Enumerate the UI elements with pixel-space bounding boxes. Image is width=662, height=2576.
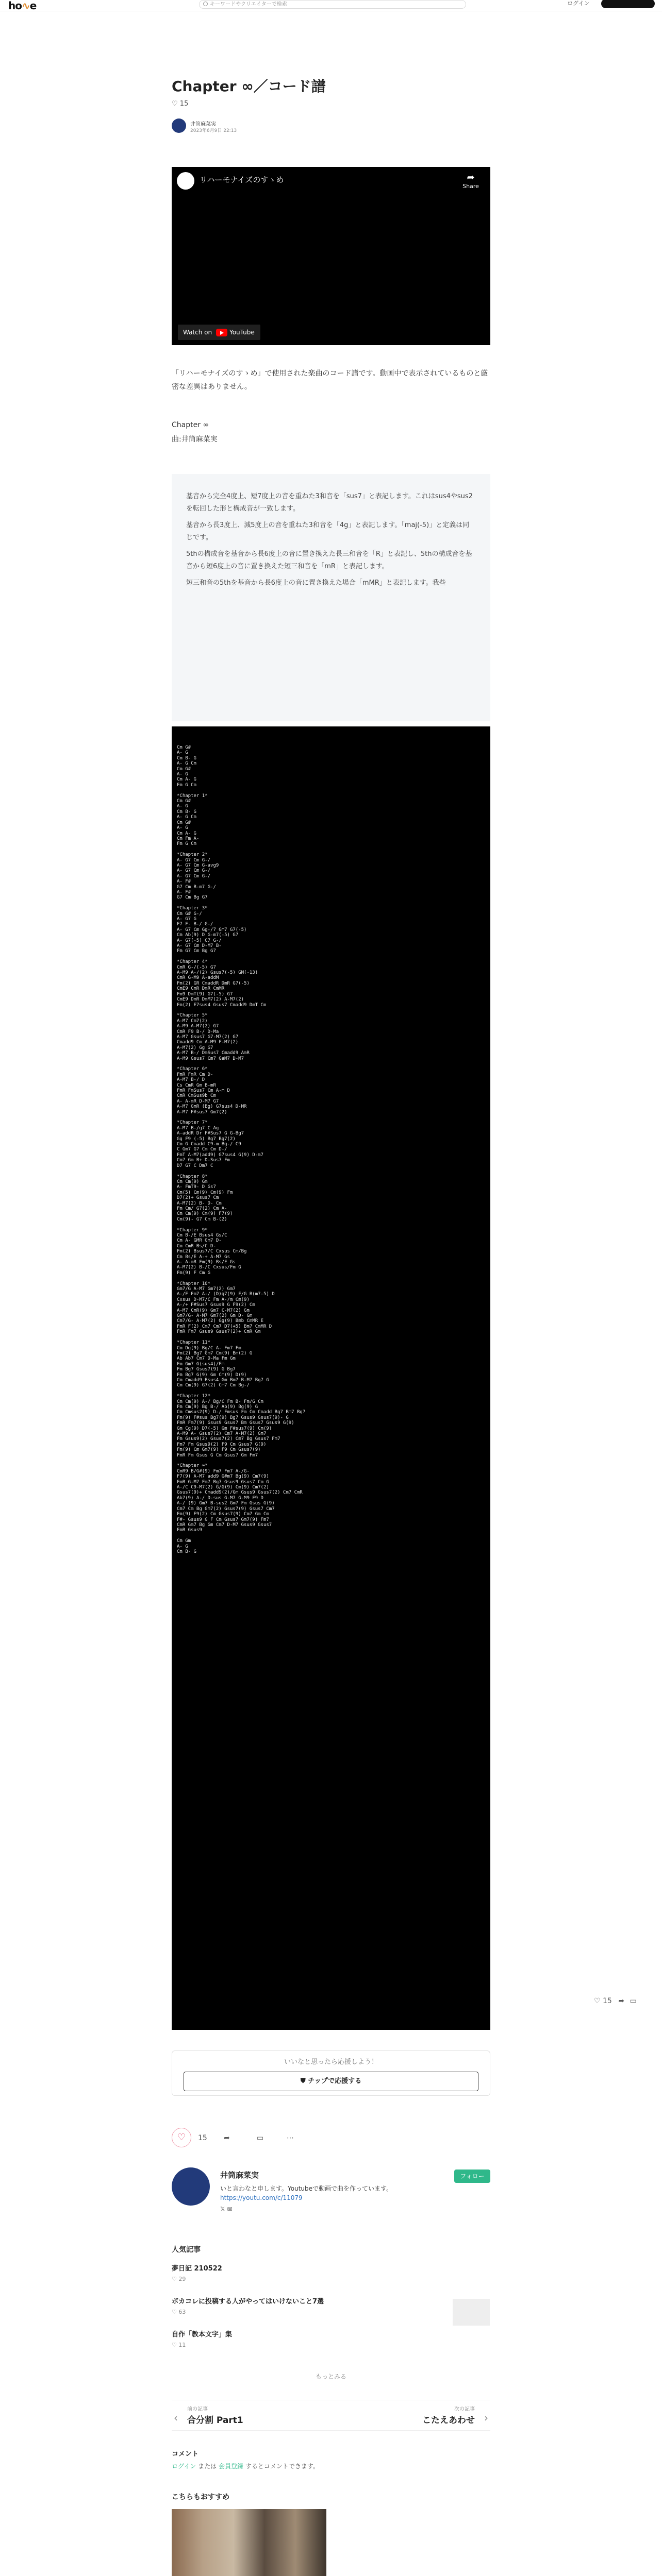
code-line: Gsus7(9)+ Cmadd9(2)/Gm Gsus9 Gsus7(2) Cm7 CmR bbox=[177, 1490, 303, 1496]
note-paragraph: 基音から完全4度上、短7度上の音を重ねた3和音を「sus7」と表記します。これはsus4やsus2を転回した形と構成音が一致します。 bbox=[186, 493, 473, 513]
code-line: A-M7 GmR (Bg) G7sus4 D-MR bbox=[177, 1104, 247, 1110]
code-line: A-M9 Gsus7 Cm7 GaM7 D-M7 bbox=[177, 1056, 244, 1061]
code-line: A- G bbox=[177, 804, 188, 809]
code-line: A- G7 Cm D-M7 B- bbox=[177, 943, 222, 949]
code-line: FmR FmSus7 Cm A-m D bbox=[177, 1088, 230, 1093]
article-likes[interactable]: ♡ 15 bbox=[172, 100, 189, 108]
code-line: Gm7/G A-M7 Gm7(2) Gm7 bbox=[177, 1286, 236, 1292]
code-line: FmR G-M7 Fm7 Bg7 Gsus9 Gsus7 Cm G bbox=[177, 1479, 269, 1485]
youtube-embed[interactable] bbox=[172, 167, 490, 345]
more-link[interactable]: もっとみる bbox=[315, 2373, 346, 2380]
code-line: Cm7 Gm B+ D-Sus7 Fm bbox=[177, 1158, 230, 1163]
sidebar-actions bbox=[594, 1997, 637, 2005]
code-line: A- G bbox=[177, 825, 188, 831]
more-icon[interactable]: ⋯ bbox=[287, 2134, 294, 2142]
code-line: A- G7 Cm G-/ bbox=[177, 857, 211, 863]
code-line: Cm(9)- G7 Cm B-(2) bbox=[177, 1216, 227, 1222]
login-link[interactable]: ログイン bbox=[567, 0, 590, 7]
code-line: Fm G Cm bbox=[177, 841, 196, 847]
comment-icon[interactable]: ▭ bbox=[630, 1997, 637, 2005]
support-title: いいなと思ったら応援しよう！ bbox=[284, 2058, 378, 2066]
code-line: CmR9 B/G#(9) Fm7 Fm7 A-/G- bbox=[177, 1468, 250, 1474]
prev-article-link[interactable]: 合分割 Part1 bbox=[187, 2415, 243, 2426]
code-line: Cm A- GMR Gm7 D- bbox=[177, 1238, 222, 1244]
code-line: D7(2)+ Gsus7 Cm bbox=[177, 1195, 219, 1201]
code-line: Cm G# bbox=[177, 745, 191, 750]
code-line: A- G7(-5) C7 G-/ bbox=[177, 938, 222, 943]
code-line: FmR FmR Cm D- bbox=[177, 1072, 213, 1077]
tip-button[interactable]: ⛊ チップで応援する bbox=[184, 2072, 478, 2091]
code-line bbox=[177, 1388, 485, 1394]
code-line: Cm Cm(9) Gm bbox=[177, 1179, 208, 1184]
comment-signup-link[interactable]: 会員登録 bbox=[219, 2463, 244, 2470]
sidebar-like-count: 15 bbox=[603, 1997, 612, 2005]
code-line: A-M7(2) B- D- Cm bbox=[177, 1200, 222, 1206]
code-line: F#- Gsus9 G F Cm Gsus7 Gm7(9) Fm7 bbox=[177, 1517, 269, 1522]
code-line: Cm B- G bbox=[177, 755, 196, 761]
code-line: CmR Gm7 Bg Gm Cm7 D-M7 Gsus9 Gsus7 bbox=[177, 1522, 272, 1528]
chevron-left-icon[interactable]: ‹ bbox=[174, 2412, 178, 2424]
code-line bbox=[177, 1458, 485, 1463]
code-line: Ab7(9) A-/ D-sus G-M7 G-M9 F9 D bbox=[177, 1495, 263, 1501]
code-line: A- G bbox=[177, 750, 188, 756]
next-label: 次の記事 bbox=[454, 2406, 475, 2412]
code-line: A-M7 Gsus7 G7-M7(2) G7 bbox=[177, 1034, 239, 1040]
code-line bbox=[177, 1061, 485, 1066]
heart-icon: ♡ bbox=[172, 100, 180, 108]
code-line: FmR Fm Gsus G Cm Gsus7 Gm Fm7 bbox=[177, 1452, 258, 1458]
prev-label: 前の記事 bbox=[187, 2406, 208, 2412]
code-line bbox=[177, 1008, 485, 1013]
code-line: A- A-mR Fm(9) Bs/E Gs bbox=[177, 1260, 236, 1265]
code-line: Cm G# bbox=[177, 820, 191, 825]
code-line: Fm(2) E7sus4 Gsus7 Cmadd9 DmT Cm bbox=[177, 1002, 267, 1008]
code-line: Cm Cmadd9 Bsus4 Gm Bm7 B-M7 Bg7 G bbox=[177, 1377, 269, 1383]
code-line: A-M9 A-/(2) Gsus7(-5) GM(-13) bbox=[177, 970, 258, 976]
popular-item[interactable]: 自作「教本文字」集 ♡ 11 bbox=[172, 2331, 233, 2348]
code-line: A- FmT9- D Gs7 bbox=[177, 1184, 216, 1190]
code-line: *Chapter 4* bbox=[177, 959, 208, 965]
code-line: A- G7 Cm G-/ bbox=[177, 868, 211, 874]
code-line: F7 F- B-/ G-/ bbox=[177, 922, 213, 927]
code-line: A-M9 A- Gsus7(2) Cm7 A-M7(2) Gm7 bbox=[177, 1431, 267, 1436]
article-navigation bbox=[172, 2400, 490, 2431]
code-line: Fm Gsus9(2) Gsus7(2) Cm7 Bg Gsus7 Fm7 bbox=[177, 1436, 280, 1442]
author-name[interactable]: 井筒麻菜実 bbox=[190, 122, 216, 127]
code-line: *Chapter 12* bbox=[177, 1394, 211, 1399]
code-line: Cm A- G bbox=[177, 777, 196, 783]
code-line: *Chapter 2* bbox=[177, 852, 208, 858]
code-line: *Chapter 11* bbox=[177, 1340, 211, 1346]
search-icon bbox=[203, 2, 208, 6]
code-line: CmR G-M9 A-addM bbox=[177, 975, 219, 981]
composer-label: 曲:井筒麻菜実 bbox=[172, 435, 218, 444]
code-line: Fm Cm/ G7(2) Cm A- bbox=[177, 1206, 227, 1211]
code-line: Fm(2) Bg7 Gm7 Cm(9) Bm(2) G bbox=[177, 1350, 253, 1356]
publish-date: 2023年6月9日 22:13 bbox=[190, 128, 237, 133]
code-line: C Gm7 G7 Cm Cm D-/ bbox=[177, 1147, 227, 1153]
chord-code-block bbox=[172, 726, 490, 2030]
code-line: Cm Gm bbox=[177, 1538, 191, 1544]
code-line: Fm Cm(9) Bg B-/ Ab(9) Bg(9) G bbox=[177, 1404, 258, 1410]
code-line: A-M7 B-/ D bbox=[177, 1077, 205, 1083]
code-line bbox=[177, 954, 485, 959]
code-line: A-/C C9-M7(2) G/G(9) Cm(9) Cm7(2) bbox=[177, 1485, 269, 1490]
share-icon[interactable]: ➦ bbox=[618, 1997, 625, 2005]
profile-link[interactable]: https://youtu.com/c/11079 bbox=[220, 2194, 303, 2201]
code-line: A-/+ F#Sus7 Gsus9 G F9(2) Cm bbox=[177, 1302, 255, 1308]
code-line: Cm Cm(9) A-/ Bg/C Fm B- Fm/G Cm bbox=[177, 1399, 263, 1404]
profile-name[interactable]: 井筒麻菜実 bbox=[220, 2171, 259, 2180]
tip-icon: ⛊ bbox=[300, 2077, 308, 2085]
code-line: Cm Cm(9) Cm(9) F7(9) bbox=[177, 1211, 233, 1217]
social-icons[interactable]: 𝕏 ✉ bbox=[220, 2206, 233, 2213]
code-line: D7 G7 C Dm7 C bbox=[177, 1163, 213, 1168]
note-paragraph: 基音から長3度上、減5度上の音を重ねた3和音を「4g」と表記します。「maj(-5)」と定義は同じです。 bbox=[186, 521, 470, 541]
code-line: Cm B- G bbox=[177, 1549, 196, 1554]
note-paragraph: 5thの構成音を基音から長6度上の音に置き換えた長三和音を「R」と表記し、5thの構成音を基音から短6度上の音に置き換えた短三和音を「mR」と表記します。 bbox=[186, 550, 472, 570]
code-line: A-M7 B-/ DmSus7 Cmadd9 AmR bbox=[177, 1050, 250, 1056]
code-line: FmR F(2) Cm7 Cm7 D7(+5) Bm7 CmMR D bbox=[177, 1324, 272, 1329]
code-line: A- G Cm bbox=[177, 815, 196, 820]
code-line bbox=[177, 847, 485, 852]
code-line: CmE9 DmR DmM7(2) A-M7(2) bbox=[177, 997, 244, 1003]
popular-item[interactable]: ボカコレに投稿する人がやってはいけないこと7選 ♡ 63 bbox=[172, 2298, 324, 2315]
comments-heading: コメント bbox=[172, 2450, 199, 2458]
notation-note bbox=[172, 474, 490, 721]
comments-login-prompt: ログイン または 会員登録 するとコメントできます。 bbox=[172, 2463, 319, 2470]
code-line bbox=[177, 1335, 485, 1340]
code-line: Ab Ab7 Cm7 D-Ma Fm Gm bbox=[177, 1356, 236, 1362]
profile-bio: いと言わなと申します。Youtubeで動画で曲を作っています。 https://youtu.com/c/11079 𝕏 ✉ bbox=[220, 2184, 437, 2214]
comment-icon[interactable]: ▭ bbox=[257, 2134, 264, 2142]
youtube-icon bbox=[216, 329, 227, 336]
code-line bbox=[177, 1276, 485, 1281]
code-line: A-addR Dr F#Sus7 G G-Bg7 bbox=[177, 1131, 244, 1137]
code-line: A-M7(2) B-/C Cxsus/Fm G bbox=[177, 1265, 241, 1270]
code-line: A-M7 F#sus7 Gm7(2) bbox=[177, 1109, 227, 1115]
code-line: Fm7 Fm Gsus9(2) F9 Cm Gsus7 G(9) bbox=[177, 1442, 267, 1447]
code-line: Cm G# bbox=[177, 799, 191, 804]
code-line: Fm(2) GR CmaddR DmR G7(-5) bbox=[177, 980, 250, 986]
code-line: *Chapter ∞* bbox=[177, 1463, 208, 1469]
code-line: *Chapter 1* bbox=[177, 793, 208, 799]
code-line: A- A-mR D-M7 G7 bbox=[177, 1098, 219, 1104]
code-line: *Chapter 3* bbox=[177, 906, 208, 911]
code-line: CmR F9 B-/ D-Ma bbox=[177, 1029, 219, 1035]
like-count: 15 bbox=[198, 2134, 207, 2142]
code-line: Cm Dg(9) Bg/C A- Fm7 Fm bbox=[177, 1345, 241, 1351]
code-line bbox=[177, 788, 485, 793]
code-line: A- F# bbox=[177, 879, 191, 885]
code-line: Fm Gm7 G(sus4)/Fm bbox=[177, 1361, 225, 1367]
code-line: G7 Cm Bg G7 bbox=[177, 895, 208, 901]
code-line: Cm B-/E Bsus4 Gs/C bbox=[177, 1232, 227, 1238]
code-line: Cm Ab(9) D G-m7(-5) G7 bbox=[177, 933, 239, 938]
code-line: *Chapter 9* bbox=[177, 1227, 208, 1233]
code-line: Fm(9) Cm Gm7(9) F9 Cm Gsus7(9) bbox=[177, 1447, 261, 1453]
watch-on-youtube-button[interactable]: Watch on YouTube bbox=[178, 325, 260, 340]
code-line: FmT A-M7(add9) G7sus4 G(9) D-m7 bbox=[177, 1152, 263, 1158]
comment-login-link[interactable]: ログイン bbox=[172, 2463, 196, 2470]
code-line: A-M9 A-M7(2) G7 bbox=[177, 1024, 219, 1029]
code-line: F7(9) A-M7 add9 G#m7 Bg(9) Cm7(9) bbox=[177, 1474, 269, 1480]
code-line: Gm7/G- A-M7 Gm7(2) Gm D- Gm bbox=[177, 1313, 253, 1319]
code-line: Cm Cmsus2(9) D-/ Fmsus Fm Cm Cmadd Bg7 Bm7 Bg7 bbox=[177, 1410, 306, 1415]
code-line: Cmadd9 Cm A-M9 F-M7(2) bbox=[177, 1040, 239, 1045]
code-line: A- G Cm bbox=[177, 761, 196, 767]
popular-articles bbox=[172, 2244, 490, 2348]
code-line: Cm(5) Cm(9) Cm(9) Fm bbox=[177, 1190, 233, 1195]
code-line: A- G bbox=[177, 772, 188, 777]
code-line: A-/F Fm7 A-/ (D)g7(9) F/G B(m7-5) D bbox=[177, 1292, 275, 1297]
code-line: *Chapter 10* bbox=[177, 1281, 211, 1286]
channel-avatar[interactable] bbox=[177, 172, 194, 190]
code-line: Cm7 Cm Bg Gm7(2) Gsus7(9) Gsus7 Cm7 bbox=[177, 1506, 275, 1512]
code-line: A-/ (9) Gm7 B-sus2 Gm7 Fm Gsus G(9) bbox=[177, 1501, 275, 1506]
follow-button[interactable]: フォロー bbox=[454, 2170, 490, 2183]
site-header bbox=[0, 0, 662, 11]
code-line: *Chapter 6* bbox=[177, 1066, 208, 1072]
code-line: FmR Gsus9 bbox=[177, 1528, 202, 1533]
code-line: A-M7(2) Gg G7 bbox=[177, 1045, 213, 1050]
code-line: Fm(9) F#sus Bg7(9) Bg7 Gsus9 Gsus7(9)- G bbox=[177, 1415, 289, 1420]
signup-button[interactable] bbox=[601, 0, 655, 8]
code-line: Cm Cm(9) G7(2) Cm7 Cm Bg-/ bbox=[177, 1383, 250, 1388]
card-thumbnail[interactable] bbox=[172, 2509, 326, 2576]
like-button[interactable] bbox=[172, 2128, 191, 2147]
article-title: Chapter ∞／コード譜 bbox=[172, 78, 326, 95]
code-line: *Chapter 8* bbox=[177, 1174, 208, 1179]
code-line: Cxsus D-M7/C Fm A-/m Cm(9) bbox=[177, 1297, 250, 1302]
code-line: A- G7 Cm Gg-/7 Gm7 G7(-5) bbox=[177, 927, 247, 933]
next-article-link[interactable]: こたえあわせ bbox=[422, 2415, 475, 2426]
code-line: CmE9 CmR DmR CmMR bbox=[177, 986, 225, 992]
code-line: Fm(9) F9(2) Cm Gsus7(9) Cm7 Gm Cm bbox=[177, 1512, 269, 1517]
code-line bbox=[177, 1168, 485, 1174]
code-line: Cm B- G bbox=[177, 809, 196, 815]
code-line: FmR Fm7 Gsus9 Gsus7(2)+ CmR Gm bbox=[177, 1329, 261, 1335]
code-line: A-M7 Cm7(2) bbox=[177, 1018, 208, 1024]
search-input[interactable]: キーワードやクリエイターで検索 bbox=[199, 0, 466, 9]
chapter-label: Chapter ∞ bbox=[172, 421, 209, 429]
code-line: Fm Bg7 G(9) Gm Cm(9) D(9) bbox=[177, 1372, 247, 1378]
code-line: Cm Fm A- bbox=[177, 836, 200, 841]
popular-item[interactable]: 夢日記 210522 ♡ 29 bbox=[172, 2265, 222, 2282]
code-line: A- G7 Cm G-/ bbox=[177, 873, 211, 879]
code-line: A- F# bbox=[177, 889, 191, 895]
code-line bbox=[177, 1533, 485, 1538]
code-line: Fm Bg7 Gsus7(9) G Bg7 bbox=[177, 1367, 236, 1372]
recommend-heading: こちらもおすすめ bbox=[172, 2493, 230, 2501]
code-line: A- G bbox=[177, 1544, 188, 1549]
share-icon[interactable]: ➦ bbox=[224, 2134, 230, 2142]
code-line: Cm G# bbox=[177, 766, 191, 772]
code-line: Cs CmR Gm B-mR bbox=[177, 1082, 216, 1088]
heart-icon: ♡ bbox=[177, 2132, 186, 2143]
code-line: *Chapter 5* bbox=[177, 1013, 208, 1019]
code-line: Cm7/G- A-M7(2) Gg(9) Bmb CmMR E bbox=[177, 1318, 263, 1324]
support-box bbox=[172, 2050, 490, 2096]
code-line: A- G7 Cm G-avg9 bbox=[177, 862, 219, 868]
code-line bbox=[177, 1222, 485, 1227]
code-line: Fm G7 Cm Bg G7 bbox=[177, 948, 216, 954]
code-line: CmR G-/(-5) G7 bbox=[177, 964, 216, 970]
code-line: FmR Fm7(9) Gsus9 Gsus7 Bm Gsus7 Gsus9 G(9) bbox=[177, 1420, 294, 1426]
code-line: Gg F9 (-5) Bg7 Bg7(2) bbox=[177, 1136, 236, 1142]
popular-thumbnail[interactable] bbox=[453, 2299, 490, 2326]
video-title[interactable]: リハーモナイズのすゝめ bbox=[200, 175, 284, 184]
note-paragraph: 短三和音の5thを基音から長6度上の音に置き換えた場合「mMR」と表記します。我些 bbox=[186, 579, 446, 587]
recommend-card[interactable] bbox=[172, 2509, 326, 2576]
code-line: Cm G# G-/ bbox=[177, 911, 202, 917]
code-line: Fm G Cm bbox=[177, 782, 196, 788]
code-line bbox=[177, 901, 485, 906]
code-line: Cm G Cmadd C9-m Bg-/ C9 bbox=[177, 1142, 241, 1147]
code-line bbox=[177, 1115, 485, 1120]
code-line: Gm Cg(9) D7(-5) Gm F#sus7(9) Cm(9) bbox=[177, 1426, 272, 1431]
code-line: Cm CmR Bs/C D- bbox=[177, 1243, 216, 1249]
code-line: Cm A- G bbox=[177, 831, 196, 836]
chevron-right-icon[interactable]: › bbox=[484, 2412, 488, 2424]
avatar[interactable] bbox=[172, 2167, 210, 2206]
popular-heading: 人気記事 bbox=[172, 2246, 201, 2254]
code-line: A-M7 B-/g7 C Ag bbox=[177, 1125, 219, 1131]
code-line: Fm(2) Bsus7/C Cxsus Cm/Bg bbox=[177, 1249, 247, 1255]
intro-text: 「リハーモナイズのすゝめ」で使用された楽曲のコード譜です。動画中で表示されているものと厳密な差異はありません。 bbox=[172, 369, 488, 391]
site-logo[interactable]: ho∿e bbox=[8, 0, 37, 12]
share-icon: ➦ bbox=[467, 172, 475, 183]
avatar[interactable] bbox=[172, 118, 186, 133]
code-line: A-M7 CmR(9) Gm7 C-M7(2) Gm bbox=[177, 1308, 250, 1313]
code-line: Cm Bs/E A-+ A-M7 Gs bbox=[177, 1254, 230, 1260]
code-line: Fm9 DmT(9) G7(-5) G7 bbox=[177, 991, 233, 997]
code-line: Fm(9) F Cm G bbox=[177, 1270, 211, 1276]
share-button[interactable]: ➦ Share bbox=[458, 172, 483, 190]
heart-icon[interactable]: ♡ bbox=[594, 1997, 601, 2005]
code-line: CmR CmSus9b Cm bbox=[177, 1093, 216, 1099]
code-line: A- G7 G bbox=[177, 917, 196, 922]
code-line: G7 Cm B-m7 G-/ bbox=[177, 884, 216, 890]
code-line: *Chapter 7* bbox=[177, 1120, 208, 1126]
